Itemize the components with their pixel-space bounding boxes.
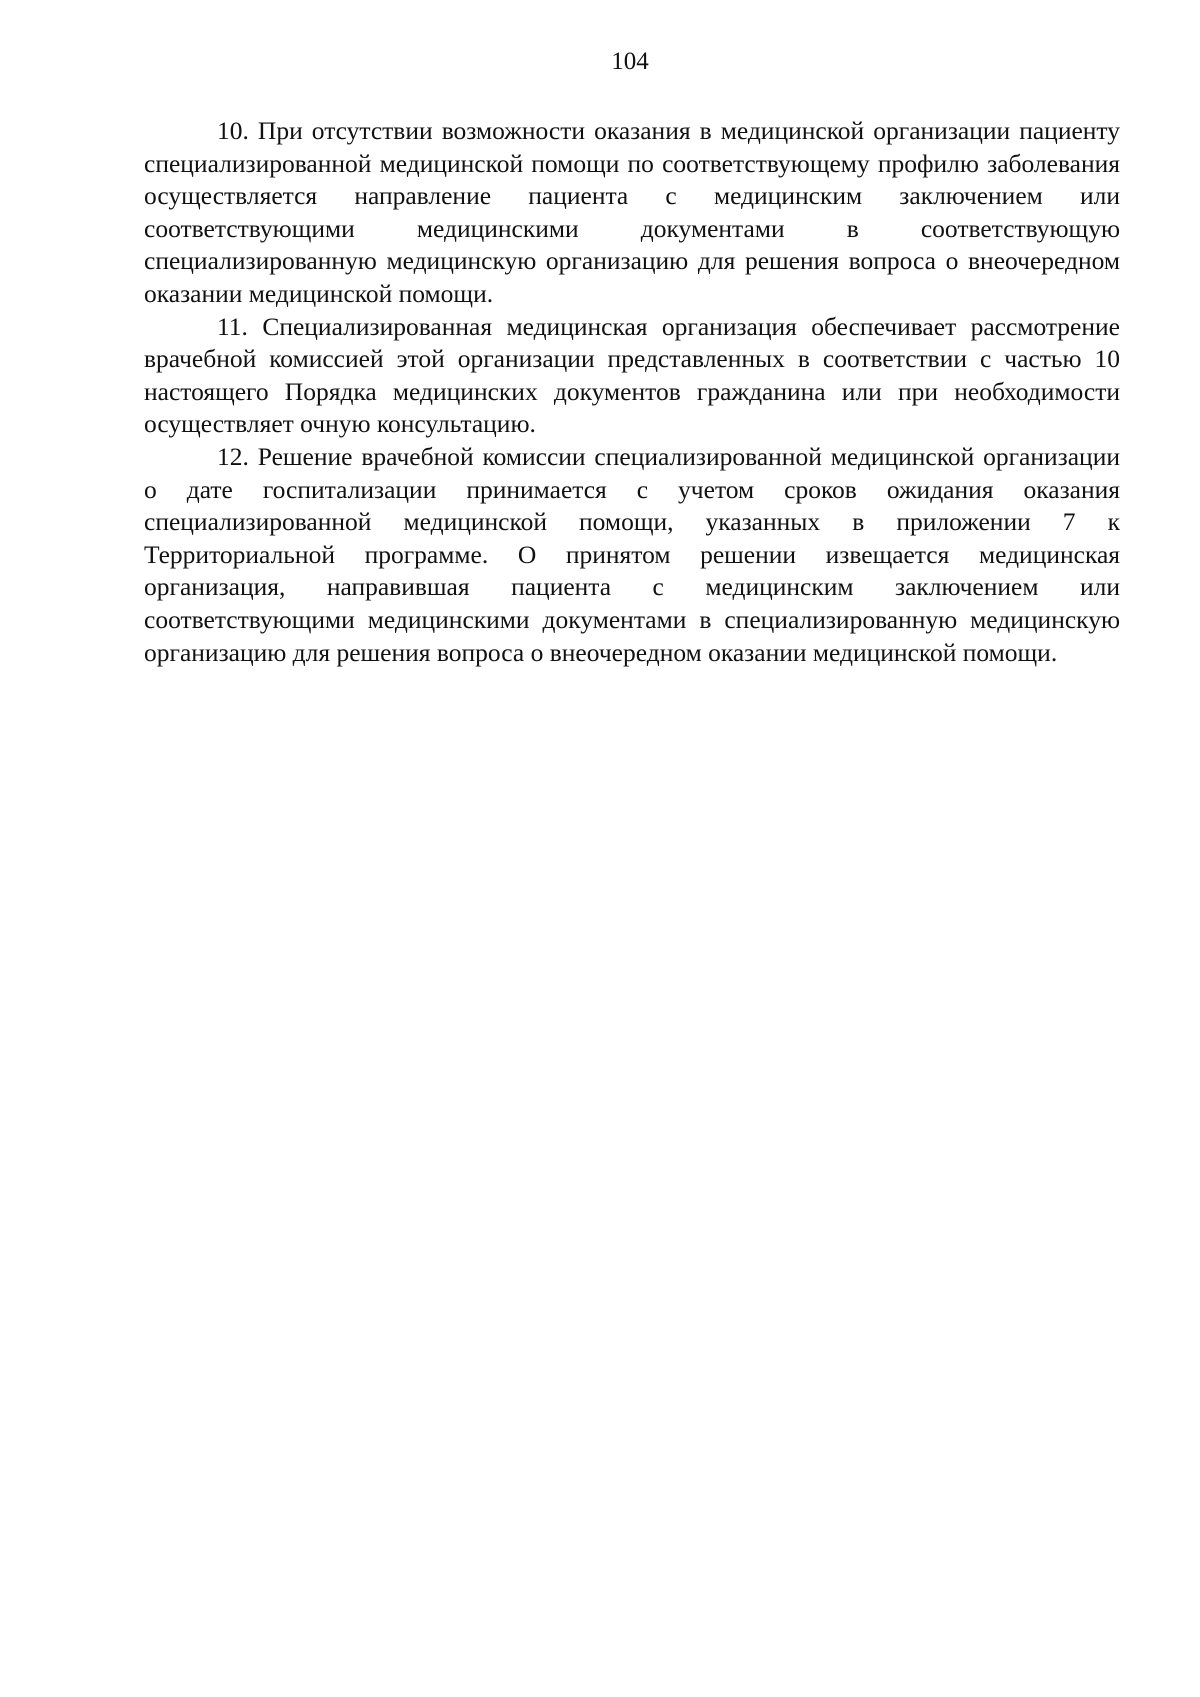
paragraph-11: 11. Специализированная медицинская организация обеспечивает рассмотрение врачебной комиссией этой организации представленных в соответствии с частью 10 настоящего Порядка медицинских документов гражданина или при необходимости осуществляет очную консультацию. — [144, 311, 1120, 439]
paragraph-12: 12. Решение врачебной комиссии специализированной медицинской организации о дате госпитализации принимается с учетом сроков ожидания оказания специализированной медицинской помощи, указанных в приложении 7 к Территориальной программе. О принятом решении извещается медицинская организация, направившая пациента с медицинским заключением или соответствующими медицинскими документами в специализированную медицинскую организацию для решения вопроса о внеочередном оказании медицинской помощи. — [144, 441, 1120, 667]
document-body — [144, 115, 1120, 669]
page-number: 104 — [611, 48, 649, 75]
paragraph-10: 10. При отсутствии возможности оказания в медицинской организации пациенту специализированной медицинской помощи по соответствующему профилю заболевания осуществляется направление пациента с медицинским заключением или соответствующими медицинскими документами в соответствующую специализированную медицинскую организацию для решения вопроса о внеочередном оказании медицинской помощи. — [144, 116, 1120, 308]
